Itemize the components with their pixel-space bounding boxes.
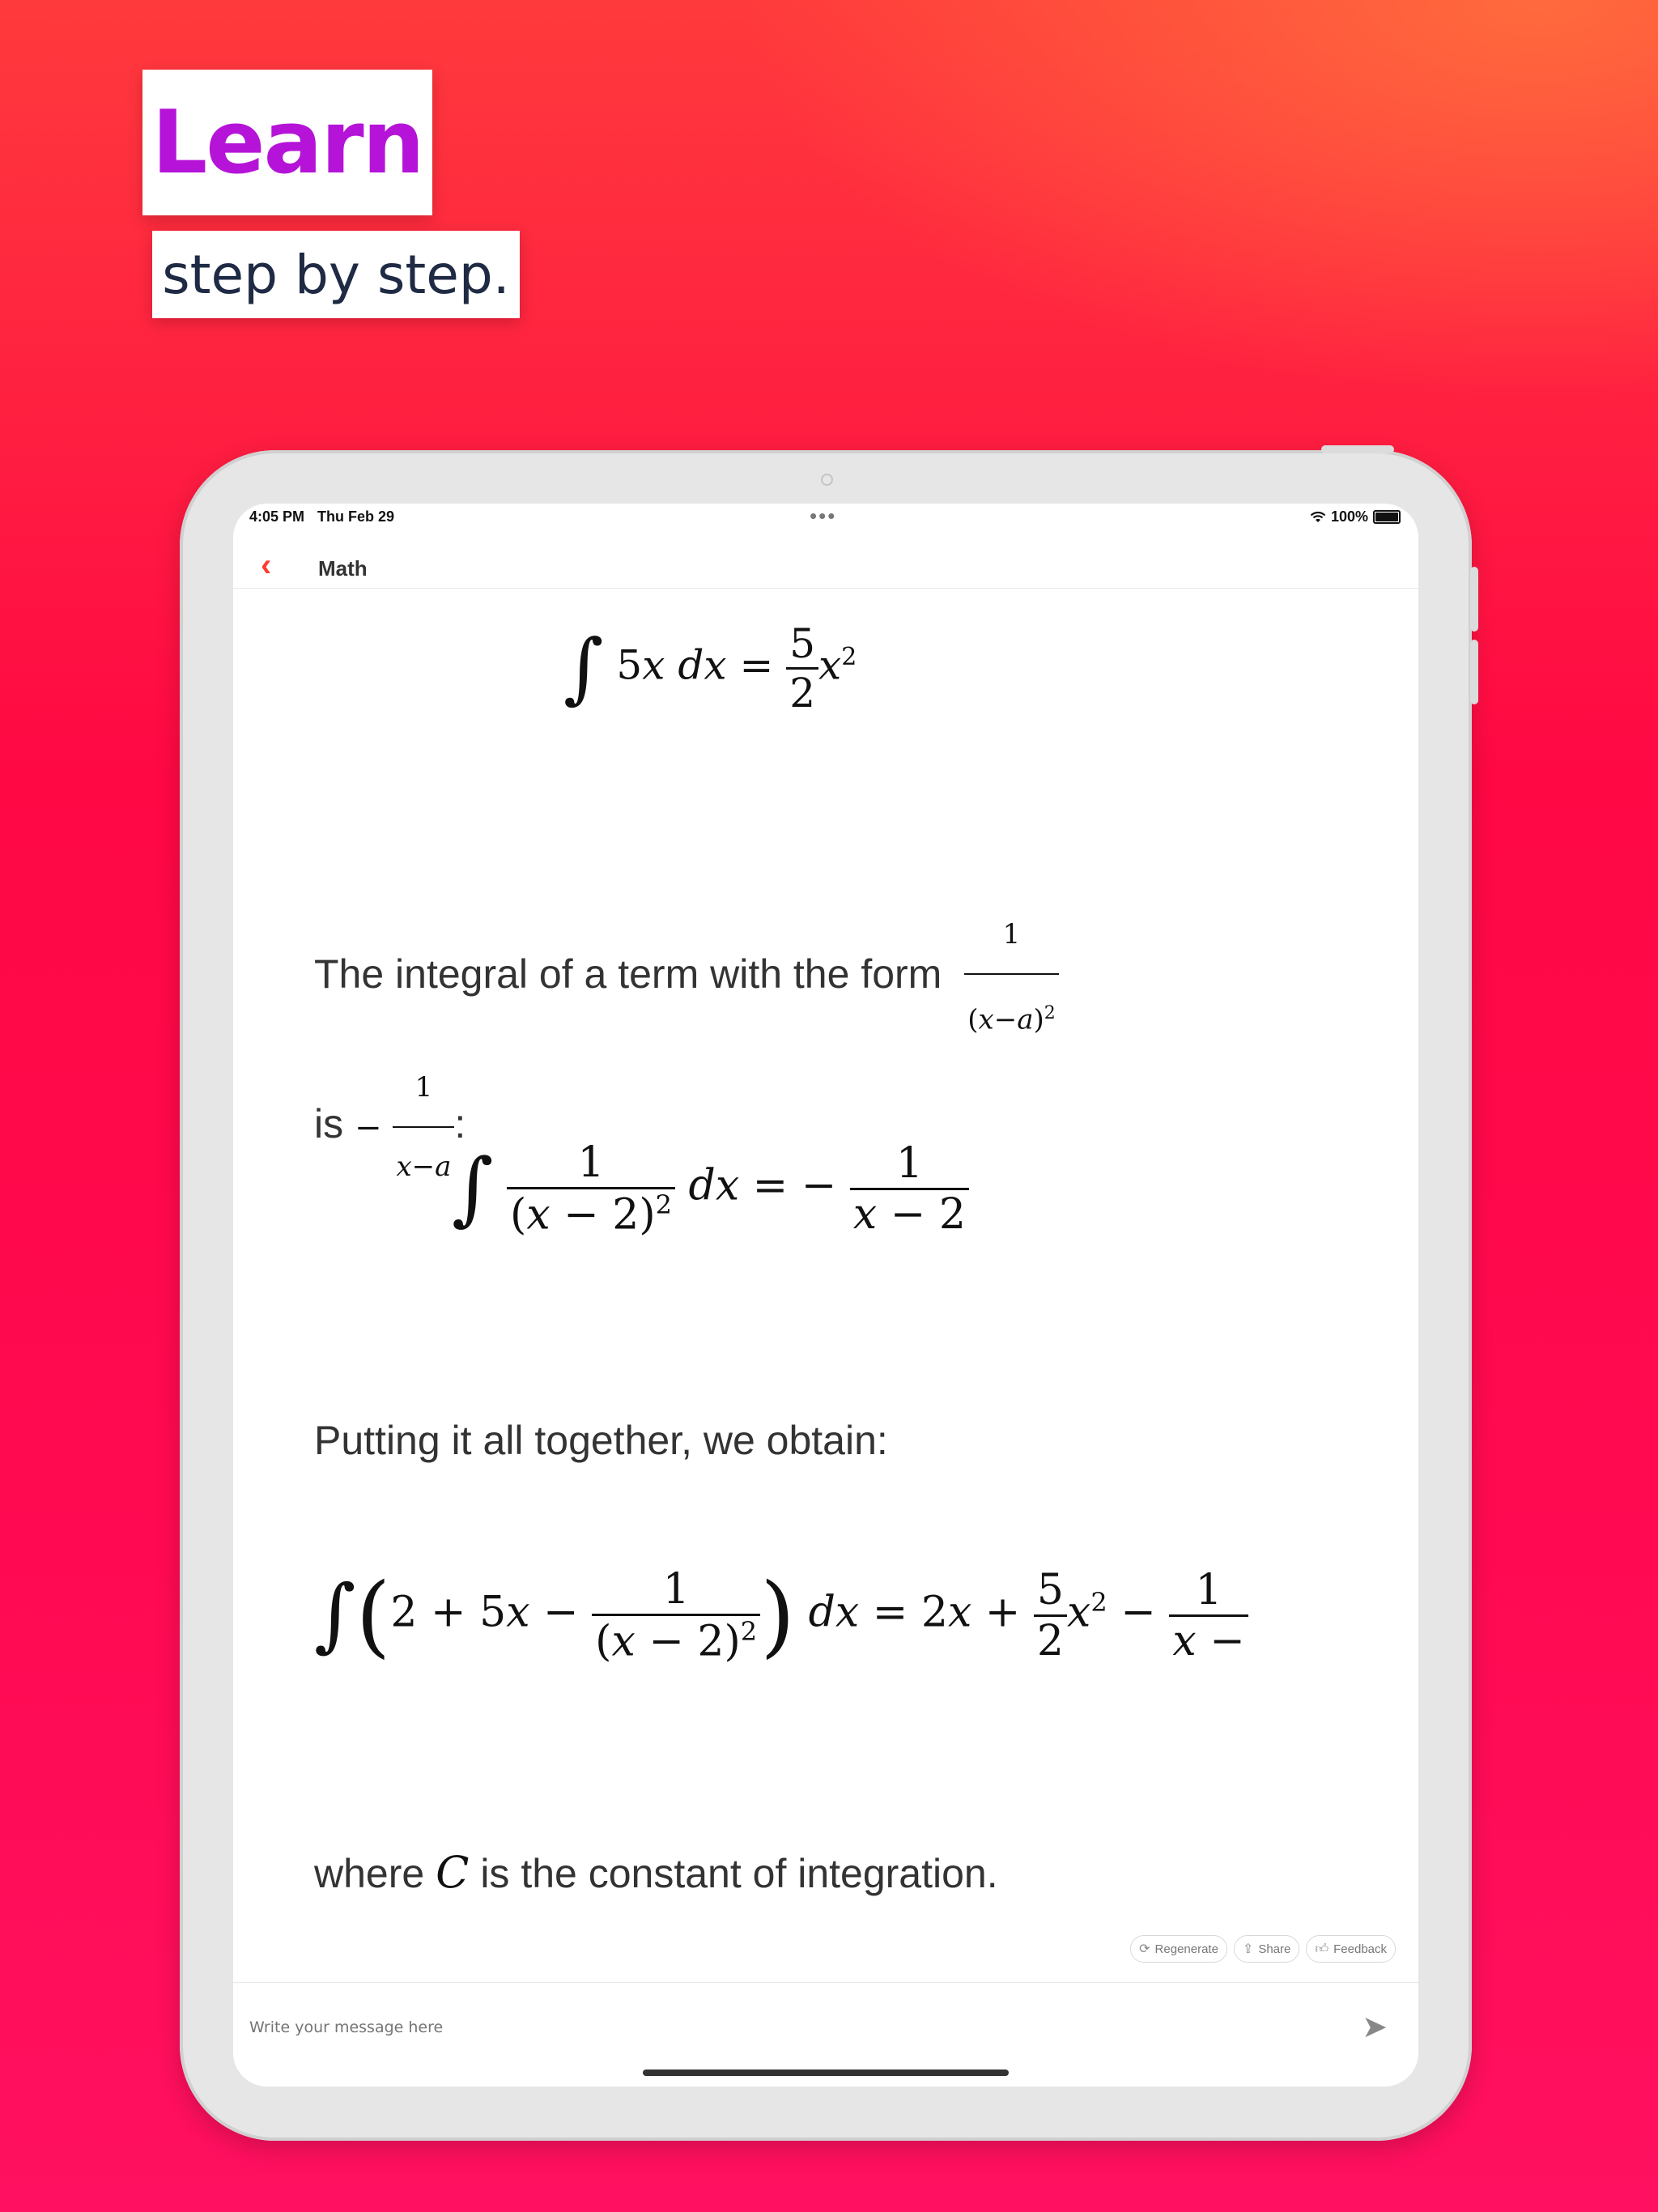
paragraph-constant [314, 1847, 998, 1898]
nav-bar [233, 542, 1418, 589]
regenerate-label: Regenerate [1154, 1942, 1218, 1956]
share-button[interactable] [1234, 1935, 1299, 1963]
home-indicator[interactable] [643, 2069, 1009, 2076]
hero-subtitle: step by step. [152, 231, 520, 318]
back-chevron-icon[interactable]: ‹ [261, 547, 272, 583]
share-label: Share [1258, 1942, 1291, 1956]
refresh-icon: ⟳ [1139, 1942, 1150, 1956]
p3-where: where [314, 1851, 425, 1896]
paragraph-together: Putting it all together, we obtain: [314, 1418, 888, 1463]
app-screen [233, 504, 1418, 2087]
p1-is: is [314, 1101, 344, 1147]
equation-integral-5x: ∫ 5x dx = $\frac{5}{2}$ $x^2$ [563, 620, 857, 717]
equation-final: ∫(2 + 5x − $\frac{1}{(x - 2)^2}$ ) dx = 2x + $\frac{5}{2}$ $x^2$ − $\frac{1}{x -}$ [314, 1563, 1248, 1667]
volume-up-button [1470, 567, 1478, 632]
battery-group [1310, 508, 1401, 525]
equation-integral-fraction: ∫ $\frac{1}{(x - 2)^2}$ dx = − $\frac{1}{x - 2}$ [452, 1138, 969, 1239]
wifi-icon [1310, 511, 1326, 524]
multitask-dots[interactable]: ••• [810, 504, 837, 528]
hero-title: Learn [142, 70, 432, 215]
paragraph-form-rule: The integral of a term with the form $\frac{1}{(x-a)^2}$ is − $\frac{1}{x-a}$ : [314, 895, 1059, 1206]
regenerate-button[interactable] [1130, 1935, 1227, 1963]
p1-text: The integral of a term with the form [314, 951, 942, 997]
message-actions [1130, 1935, 1396, 1963]
feedback-button[interactable] [1306, 1935, 1396, 1963]
status-date: Thu Feb 29 [317, 508, 395, 525]
status-bar [233, 504, 1418, 542]
p3-rest: is the constant of integration. [480, 1851, 998, 1896]
volume-down-button [1470, 640, 1478, 704]
camera [821, 474, 833, 486]
status-time: 4:05 PM [249, 508, 305, 525]
power-button [1321, 445, 1394, 453]
chat-content [233, 588, 1418, 1980]
nav-title: Math [318, 556, 368, 581]
battery-percent: 100% [1330, 508, 1368, 525]
battery-icon [1373, 510, 1401, 524]
message-input[interactable] [248, 2010, 1303, 2044]
p3-var: C [436, 1847, 470, 1898]
thumbs-up-icon: 👍︎ [1315, 1942, 1329, 1956]
share-icon: ⇪ [1242, 1942, 1254, 1956]
send-icon[interactable]: ➤ [1362, 2010, 1388, 2044]
feedback-label: Feedback [1333, 1942, 1387, 1956]
